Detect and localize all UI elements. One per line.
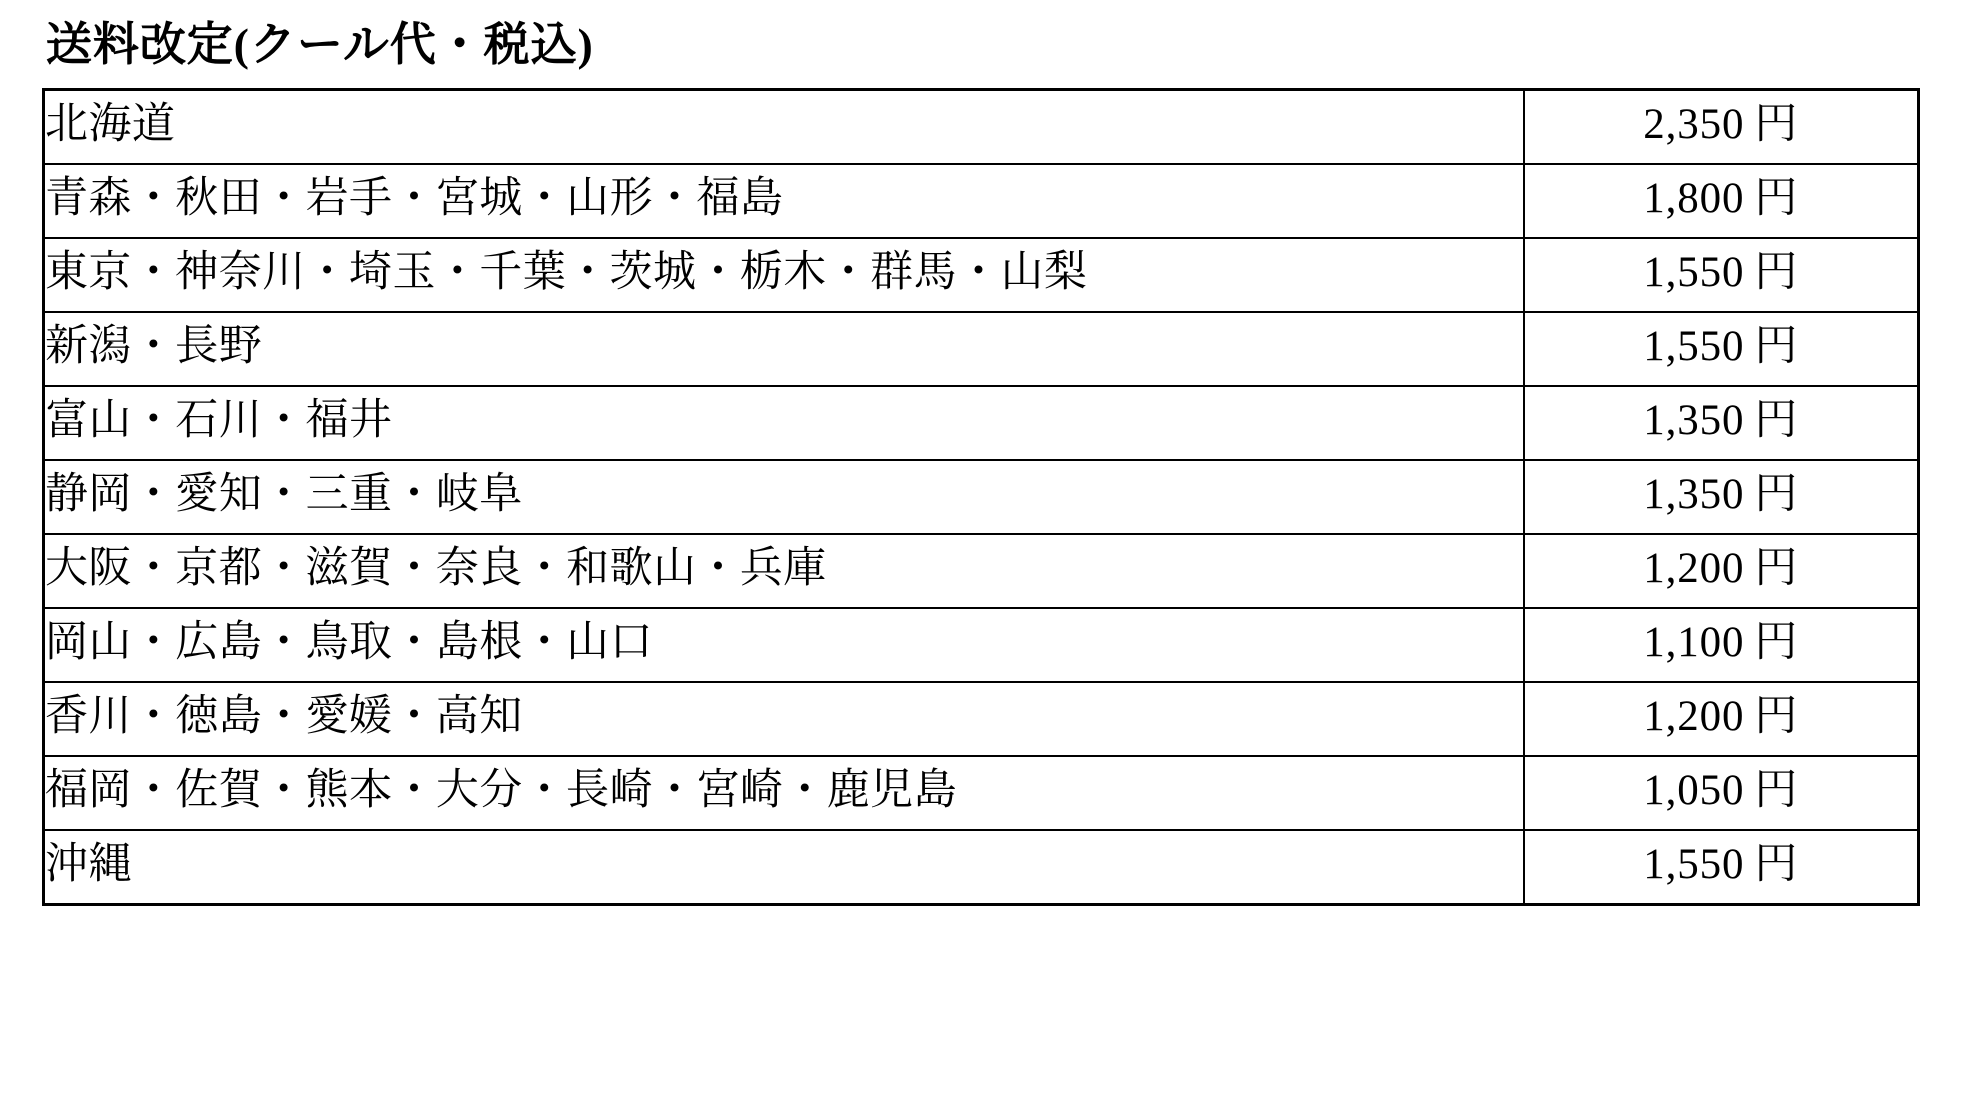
fee-amount: 1,200 (1643, 692, 1745, 740)
table-row (44, 608, 1919, 682)
table-row (44, 460, 1919, 534)
fee-cell (1524, 830, 1919, 905)
region-cell: 富山・石川・福井 (44, 386, 1524, 460)
fee-unit: 円 (1754, 174, 1799, 222)
table-row (44, 682, 1919, 756)
fee-unit: 円 (1754, 840, 1799, 888)
fee-amount: 2,350 (1643, 100, 1745, 148)
fee-cell (1524, 682, 1919, 756)
fee-cell (1524, 89, 1919, 164)
table-row (44, 534, 1919, 608)
fee-amount: 1,350 (1643, 396, 1745, 444)
fee-amount: 1,050 (1643, 766, 1745, 814)
fee-unit: 円 (1754, 322, 1799, 370)
region-cell: 大阪・京都・滋賀・奈良・和歌山・兵庫 (44, 534, 1524, 608)
fee-cell (1524, 386, 1919, 460)
region-cell: 香川・徳島・愛媛・高知 (44, 682, 1524, 756)
region-cell: 新潟・長野 (44, 312, 1524, 386)
table-body (44, 89, 1919, 904)
table-row (44, 164, 1919, 238)
region-cell: 岡山・広島・鳥取・島根・山口 (44, 608, 1524, 682)
fee-unit: 円 (1754, 396, 1799, 444)
region-cell: 沖縄 (44, 830, 1524, 905)
fee-unit: 円 (1754, 618, 1799, 666)
fee-cell (1524, 238, 1919, 312)
fee-amount: 1,550 (1643, 840, 1745, 888)
fee-cell (1524, 534, 1919, 608)
table-row (44, 312, 1919, 386)
fee-unit: 円 (1754, 692, 1799, 740)
fee-cell (1524, 460, 1919, 534)
region-cell: 静岡・愛知・三重・岐阜 (44, 460, 1524, 534)
fee-unit: 円 (1754, 544, 1799, 592)
region-cell: 福岡・佐賀・熊本・大分・長崎・宮崎・鹿児島 (44, 756, 1524, 830)
fee-amount: 1,800 (1643, 174, 1745, 222)
fee-unit: 円 (1754, 248, 1799, 296)
fee-amount: 1,550 (1643, 322, 1745, 370)
fee-cell (1524, 608, 1919, 682)
fee-amount: 1,200 (1643, 544, 1745, 592)
page-title: 送料改定(クール代・税込) (46, 19, 594, 70)
fee-amount: 1,100 (1643, 618, 1745, 666)
table-row (44, 756, 1919, 830)
fee-amount: 1,350 (1643, 470, 1745, 518)
table-row (44, 238, 1919, 312)
table-row (44, 386, 1919, 460)
fee-amount: 1,550 (1643, 248, 1745, 296)
fee-unit: 円 (1754, 470, 1799, 518)
fee-unit: 円 (1754, 766, 1799, 814)
table-row (44, 830, 1919, 905)
shipping-fee-table (42, 88, 1920, 906)
fee-cell (1524, 312, 1919, 386)
region-cell: 青森・秋田・岩手・宮城・山形・福島 (44, 164, 1524, 238)
fee-cell (1524, 756, 1919, 830)
fee-unit: 円 (1754, 100, 1799, 148)
region-cell: 北海道 (44, 89, 1524, 164)
fee-cell (1524, 164, 1919, 238)
region-cell: 東京・神奈川・埼玉・千葉・茨城・栃木・群馬・山梨 (44, 238, 1524, 312)
table-row (44, 89, 1919, 164)
